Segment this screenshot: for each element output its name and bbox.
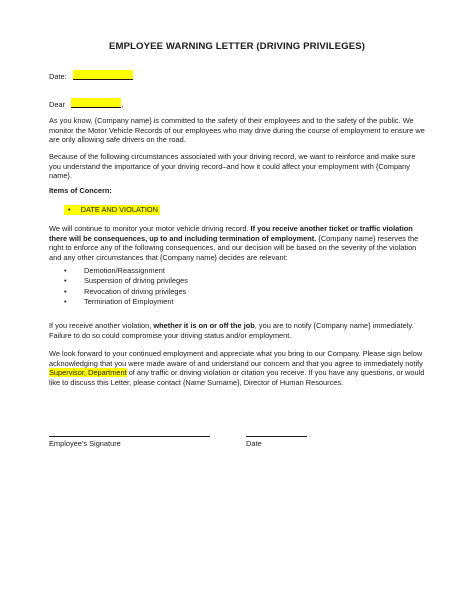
monitoring-text-rest: {Company name} reserves the right to enforce any of the following consequences, and our decision will be based on the severity of the violation and any other circumstances that {Company name} decides are relevant:	[49, 233, 419, 262]
circumstances-paragraph: Because of the following circumstances associated with your driving record, we want to reinforce and make sure you understand the importance of your driving record–and how it could affect your employment with {Company name}.	[49, 152, 416, 181]
notify-text-rest: , you are to notify {Company name} immediately. Failure to do so could compromise your driving status and/or employment.	[49, 321, 414, 340]
consequence-label: Revocation of driving privileges	[84, 286, 187, 296]
monitoring-warning-bold: If you receive another ticket or traffic violation there will be consequences, up to and including termination of employment.	[49, 224, 413, 243]
notify-paragraph	[49, 321, 429, 340]
signature-label: Employee’s Signature	[49, 439, 121, 448]
consequence-label: Demotion/Reassignment	[84, 266, 165, 275]
notify-text-intro: If you receive another violation,	[49, 321, 154, 330]
consequences-list	[64, 266, 188, 308]
consequence-label: Termination of Employment	[84, 297, 174, 307]
monitoring-text-intro: We will continue to monitor your motor vehicle driving record.	[49, 224, 251, 233]
monitoring-paragraph	[49, 224, 429, 262]
concern-item	[64, 205, 160, 215]
ack-text-intro: We look forward to your continued employment and appreciate what you bring to our Company. Please sign below acknowledging that you were made aware of and understand our concern and that you agree to immediately notify	[49, 349, 423, 368]
dear-suffix: ,	[121, 100, 124, 109]
notify-bold: whether it is on or off the job	[153, 321, 255, 330]
ack-text-rest: of any traffic or driving violation or citation you receive. If you have any questions, or would like to discuss this Letter, please contact {Name Surname}, Director of Human Resources.	[49, 368, 425, 387]
date-line	[49, 70, 133, 82]
date-blank-field[interactable]	[73, 70, 133, 80]
bullet-icon: •	[64, 266, 67, 275]
list-item	[64, 276, 188, 286]
date-label: Date:	[49, 72, 67, 81]
list-item	[64, 266, 188, 276]
recipient-blank-field[interactable]	[71, 98, 124, 109]
list-item	[64, 287, 188, 297]
consequence-label: Suspension of driving privileges	[84, 276, 188, 286]
list-item	[64, 297, 188, 307]
signature-line[interactable]	[49, 436, 210, 437]
dear-label: Dear	[49, 100, 66, 109]
bullet-icon: •	[64, 297, 67, 307]
items-heading	[49, 186, 112, 196]
supervisor-highlight: Supervisor, Department	[49, 368, 127, 378]
date-signature-label: Date	[246, 439, 262, 448]
acknowledgement-paragraph	[49, 349, 429, 387]
intro-paragraph: As you know, {Company name} is committed to the safety of their employees and to the safety of the public. We monitor the Motor Vehicle Records of our employees who may drive during the course of employment to ensure we are only allowing safe drivers on the road.	[49, 116, 425, 145]
letter-title: EMPLOYEE WARNING LETTER (DRIVING PRIVILEGES)	[109, 41, 365, 52]
items-heading-text: Items of Concern:	[49, 186, 112, 195]
bullet-icon: •	[64, 276, 67, 286]
concern-bullet: •	[68, 205, 71, 214]
concern-item-label: DATE AND VIOLATION	[80, 205, 158, 214]
bullet-icon: •	[64, 286, 67, 296]
salutation-line	[49, 98, 123, 110]
date-signature-line[interactable]	[246, 436, 307, 437]
